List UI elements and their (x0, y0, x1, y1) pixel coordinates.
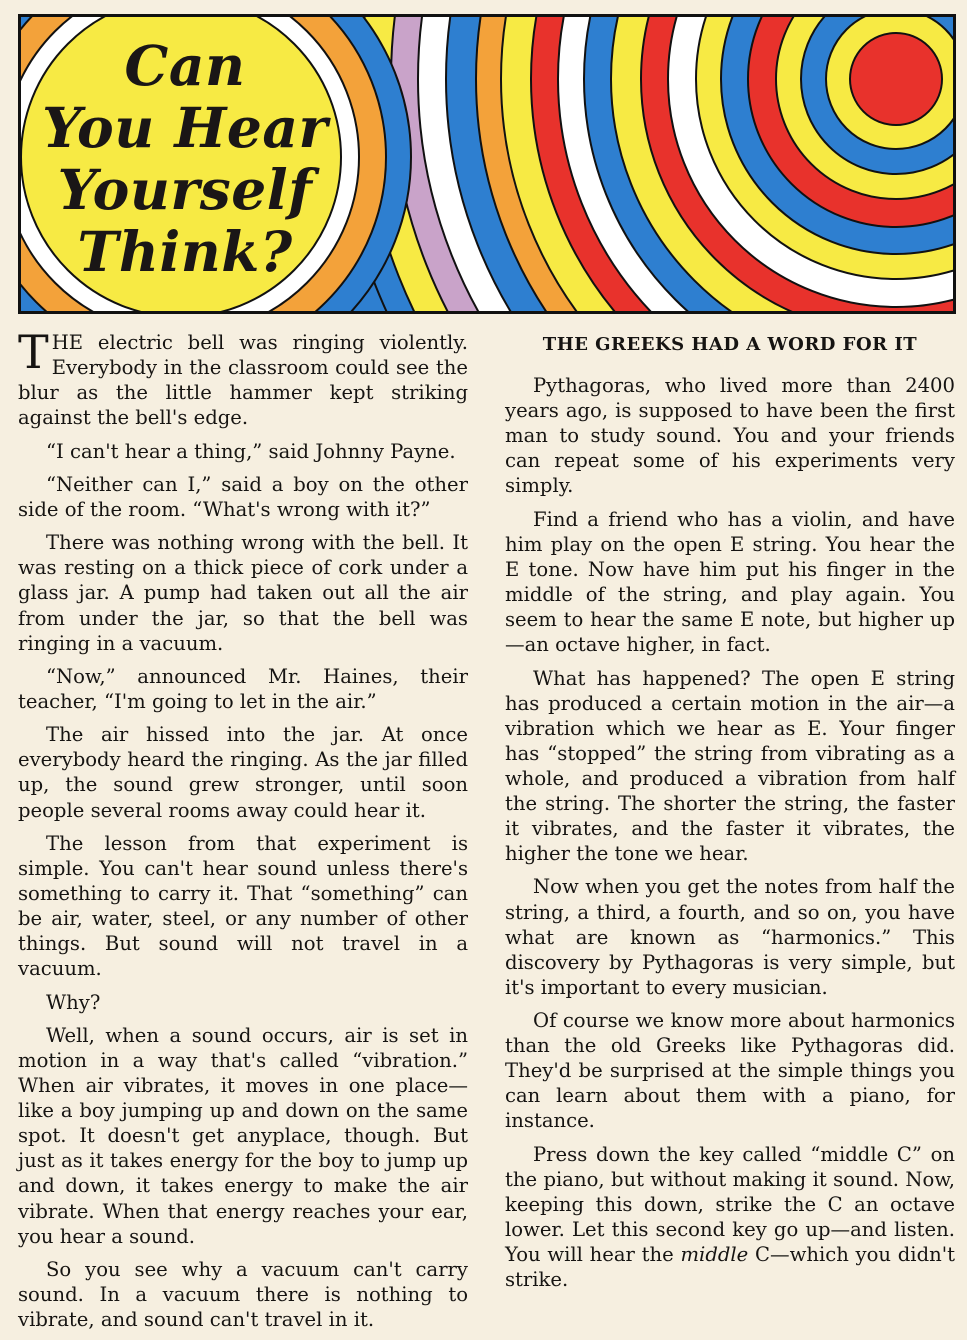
page-title (35, 35, 335, 283)
paragraph: Pythagoras, who lived more than 2400 years ago, is supposed to have been the first man to study sound. You and your friends can repeat some of his experiments very simply. (505, 374, 955, 498)
paragraph: The air hissed into the jar. At once everybody heard the ringing. As the jar filled up, the sound grew stronger, until soon people several rooms away could hear it. (18, 723, 468, 822)
paragraph: Of course we know more about harmonics than the old Greeks like Pythagoras did. They'd be surprised at the simple things you can learn about them with a piano, for instance. (505, 1009, 955, 1133)
right-column (505, 330, 955, 1301)
title-line-4: Think? (77, 219, 293, 284)
section-heading: THE GREEKS HAD A WORD FOR IT (542, 334, 918, 355)
paragraph: “Now,” announced Mr. Haines, their teacher, “I'm going to let in the air.” (18, 664, 468, 713)
paragraph-text: HE electric bell was ringing violently. Everybody in the classroom could see the blur as the little hammer kept striking against the bell's edge. (18, 331, 468, 430)
paragraph-text: C—which you didn't strike. (505, 1243, 955, 1292)
title-line-2: You Hear (42, 95, 328, 160)
emphasis-text: middle (680, 1243, 749, 1267)
title-line-1: Can (124, 33, 246, 98)
drop-cap: T (18, 325, 49, 379)
paragraph: What has happened? The open E string has produced a certain motion in the air—a vibration which we hear as E. Your finger has “stopped” the string from vibrating as a whole, and produced a vibration from half the string. The shorter the string, the faster it vibrates, and the faster it vibrates, the higher the tone we hear. (505, 666, 955, 866)
paragraph: So you see why a vacuum can't carry sound. In a vacuum there is nothing to vibrate, and sound can't travel in it. (18, 1257, 468, 1332)
title-banner (18, 14, 956, 314)
paragraph-text: Press down the key called “middle C” on the piano, but without making it sound. Now, keeping this down, strike the C an octave lower. Let this second key go up—and listen. You will hear the (505, 1142, 955, 1267)
paragraph: Find a friend who has a violin, and have him play on the open E string. You hear the E tone. Now have him put his finger in the middle of the string, and play again. You seem to hear the same E note, but higher up —an octave higher, in fact. (505, 507, 955, 657)
right-wave-ring (850, 33, 942, 125)
paragraph: “Neither can I,” said a boy on the other side of the room. “What's wrong with it?” (18, 472, 468, 521)
paragraph (505, 1142, 955, 1293)
title-line-3: Yourself (57, 157, 313, 222)
paragraph: There was nothing wrong with the bell. It was resting on a thick piece of cork under a glass jar. A pump had taken out all the air from under the jar, so that the bell was ringing in a vacuum. (18, 531, 468, 655)
paragraph: Why? (46, 990, 101, 1014)
paragraph: The lesson from that experiment is simple. You can't hear sound unless there's something to carry it. That “something” can be air, water, steel, or any number of other things. But sound will not travel in a vacuum. (18, 831, 468, 981)
paragraph: Well, when a sound occurs, air is set in motion in a way that's called “vibration.” When air vibrates, it moves in one place—like a boy jumping up and down on the same spot. It doesn't get anyplace, though. But just as it takes energy for the boy to jump up and down, it takes energy to make the air vibrate. When that energy reaches your ear, you hear a sound. (18, 1023, 468, 1248)
paragraph: “I can't hear a thing,” said Johnny Payne. (46, 439, 456, 463)
paragraph (18, 325, 468, 430)
left-column (18, 325, 468, 1340)
paragraph: Now when you get the notes from half the string, a third, a fourth, and so on, you have what are known as “harmonics.” This discovery by Pythagoras is very simple, but it's important to every musician. (505, 875, 955, 999)
